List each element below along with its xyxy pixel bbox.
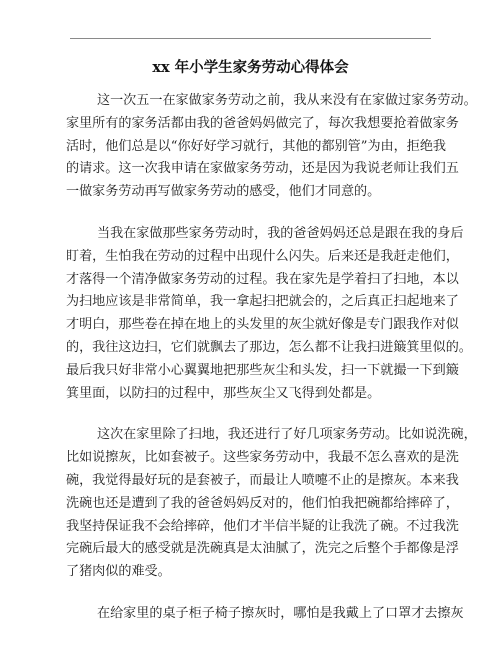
- paragraph-line: 了猪肉似的难受。: [66, 564, 171, 580]
- document-title: xx 年小学生家务劳动心得体会: [152, 59, 349, 76]
- paragraph: [66, 90, 477, 204]
- document-body: [66, 90, 477, 645]
- paragraph-line: 比如说擦灰，比如套被子。这些家务劳动中，我最不怎么喜欢的是洗: [66, 450, 459, 466]
- paragraph-line: 才落得一个清净做家务劳动的过程。我在家先是学着扫了扫地，本以: [66, 271, 459, 287]
- paragraph-line: 一做家务劳动再写做家务劳动的感受，他们才同意的。: [66, 184, 381, 200]
- paragraph-line: 才明白，那些卷在掉在地上的头发里的灰尘就好像是专门跟我作对似: [66, 317, 459, 333]
- paragraph-line: 当我在家做那些家务劳动时，我的爸爸妈妈还总是跟在我的身后: [97, 225, 464, 241]
- paragraph-line: 碗，我觉得最好玩的是套被子，而最让人喷嚏不止的是擦灰。本来我: [66, 472, 459, 488]
- paragraph-line: 在给家里的桌子柜子椅子擦灰时，哪怕是我戴上了口罩才去擦灰: [97, 605, 464, 621]
- paragraph-line: 箕里面，以防扫的过程中，那些灰尘又飞得到处都是。: [66, 385, 381, 401]
- paragraph: [66, 424, 477, 584]
- paragraph-line: 的，我往这边扫，它们就飘去了那边，怎么都不让我扫进簸箕里似的。: [66, 339, 472, 355]
- paragraph: [66, 603, 464, 626]
- paragraph-line: 活时，他们总是以“你好好学习就行，其他的都别管”为由，拒绝我: [66, 138, 447, 154]
- paragraph-line: 完碗后最大的感受就是洗碗真是太油腻了，洗完之后整个手都像是浮: [66, 541, 459, 557]
- paragraph-line: 为扫地应该是非常简单，我一拿起扫把就会的，之后真正扫起地来了: [66, 294, 459, 310]
- paragraph-line: 家里所有的家务活都由我的爸爸妈妈做完了，每次我想要抢着做家务: [66, 115, 459, 131]
- paragraph: [66, 223, 472, 405]
- header-rule: [70, 38, 431, 39]
- paragraph-line: 这一次五一在家做家务劳动之前，我从来没有在家做过家务劳动。: [97, 93, 477, 108]
- paragraph-line: 的请求。这一次我申请在家做家务劳动，还是因为我说老师让我们五: [66, 161, 459, 177]
- paragraph-line: 盯着，生怕我在劳动的过程中出现什么闪失。后来还是我赶走他们，: [66, 248, 459, 264]
- paragraph-line: 这次在家里除了扫地，我还进行了好几项家务劳动。比如说洗碗，: [97, 427, 477, 443]
- paragraph-line: 洗碗也还是遭到了我的爸爸妈妈反对的，他们怕我把碗都给摔碎了，: [66, 495, 459, 511]
- paragraph-line: 最后我只好非常小心翼翼地把那些灰尘和头发，扫一下就撮一下到簸: [66, 362, 459, 378]
- paragraph-line: 我坚持保证我不会给摔碎，他们才半信半疑的让我洗了碗。不过我洗: [66, 518, 459, 534]
